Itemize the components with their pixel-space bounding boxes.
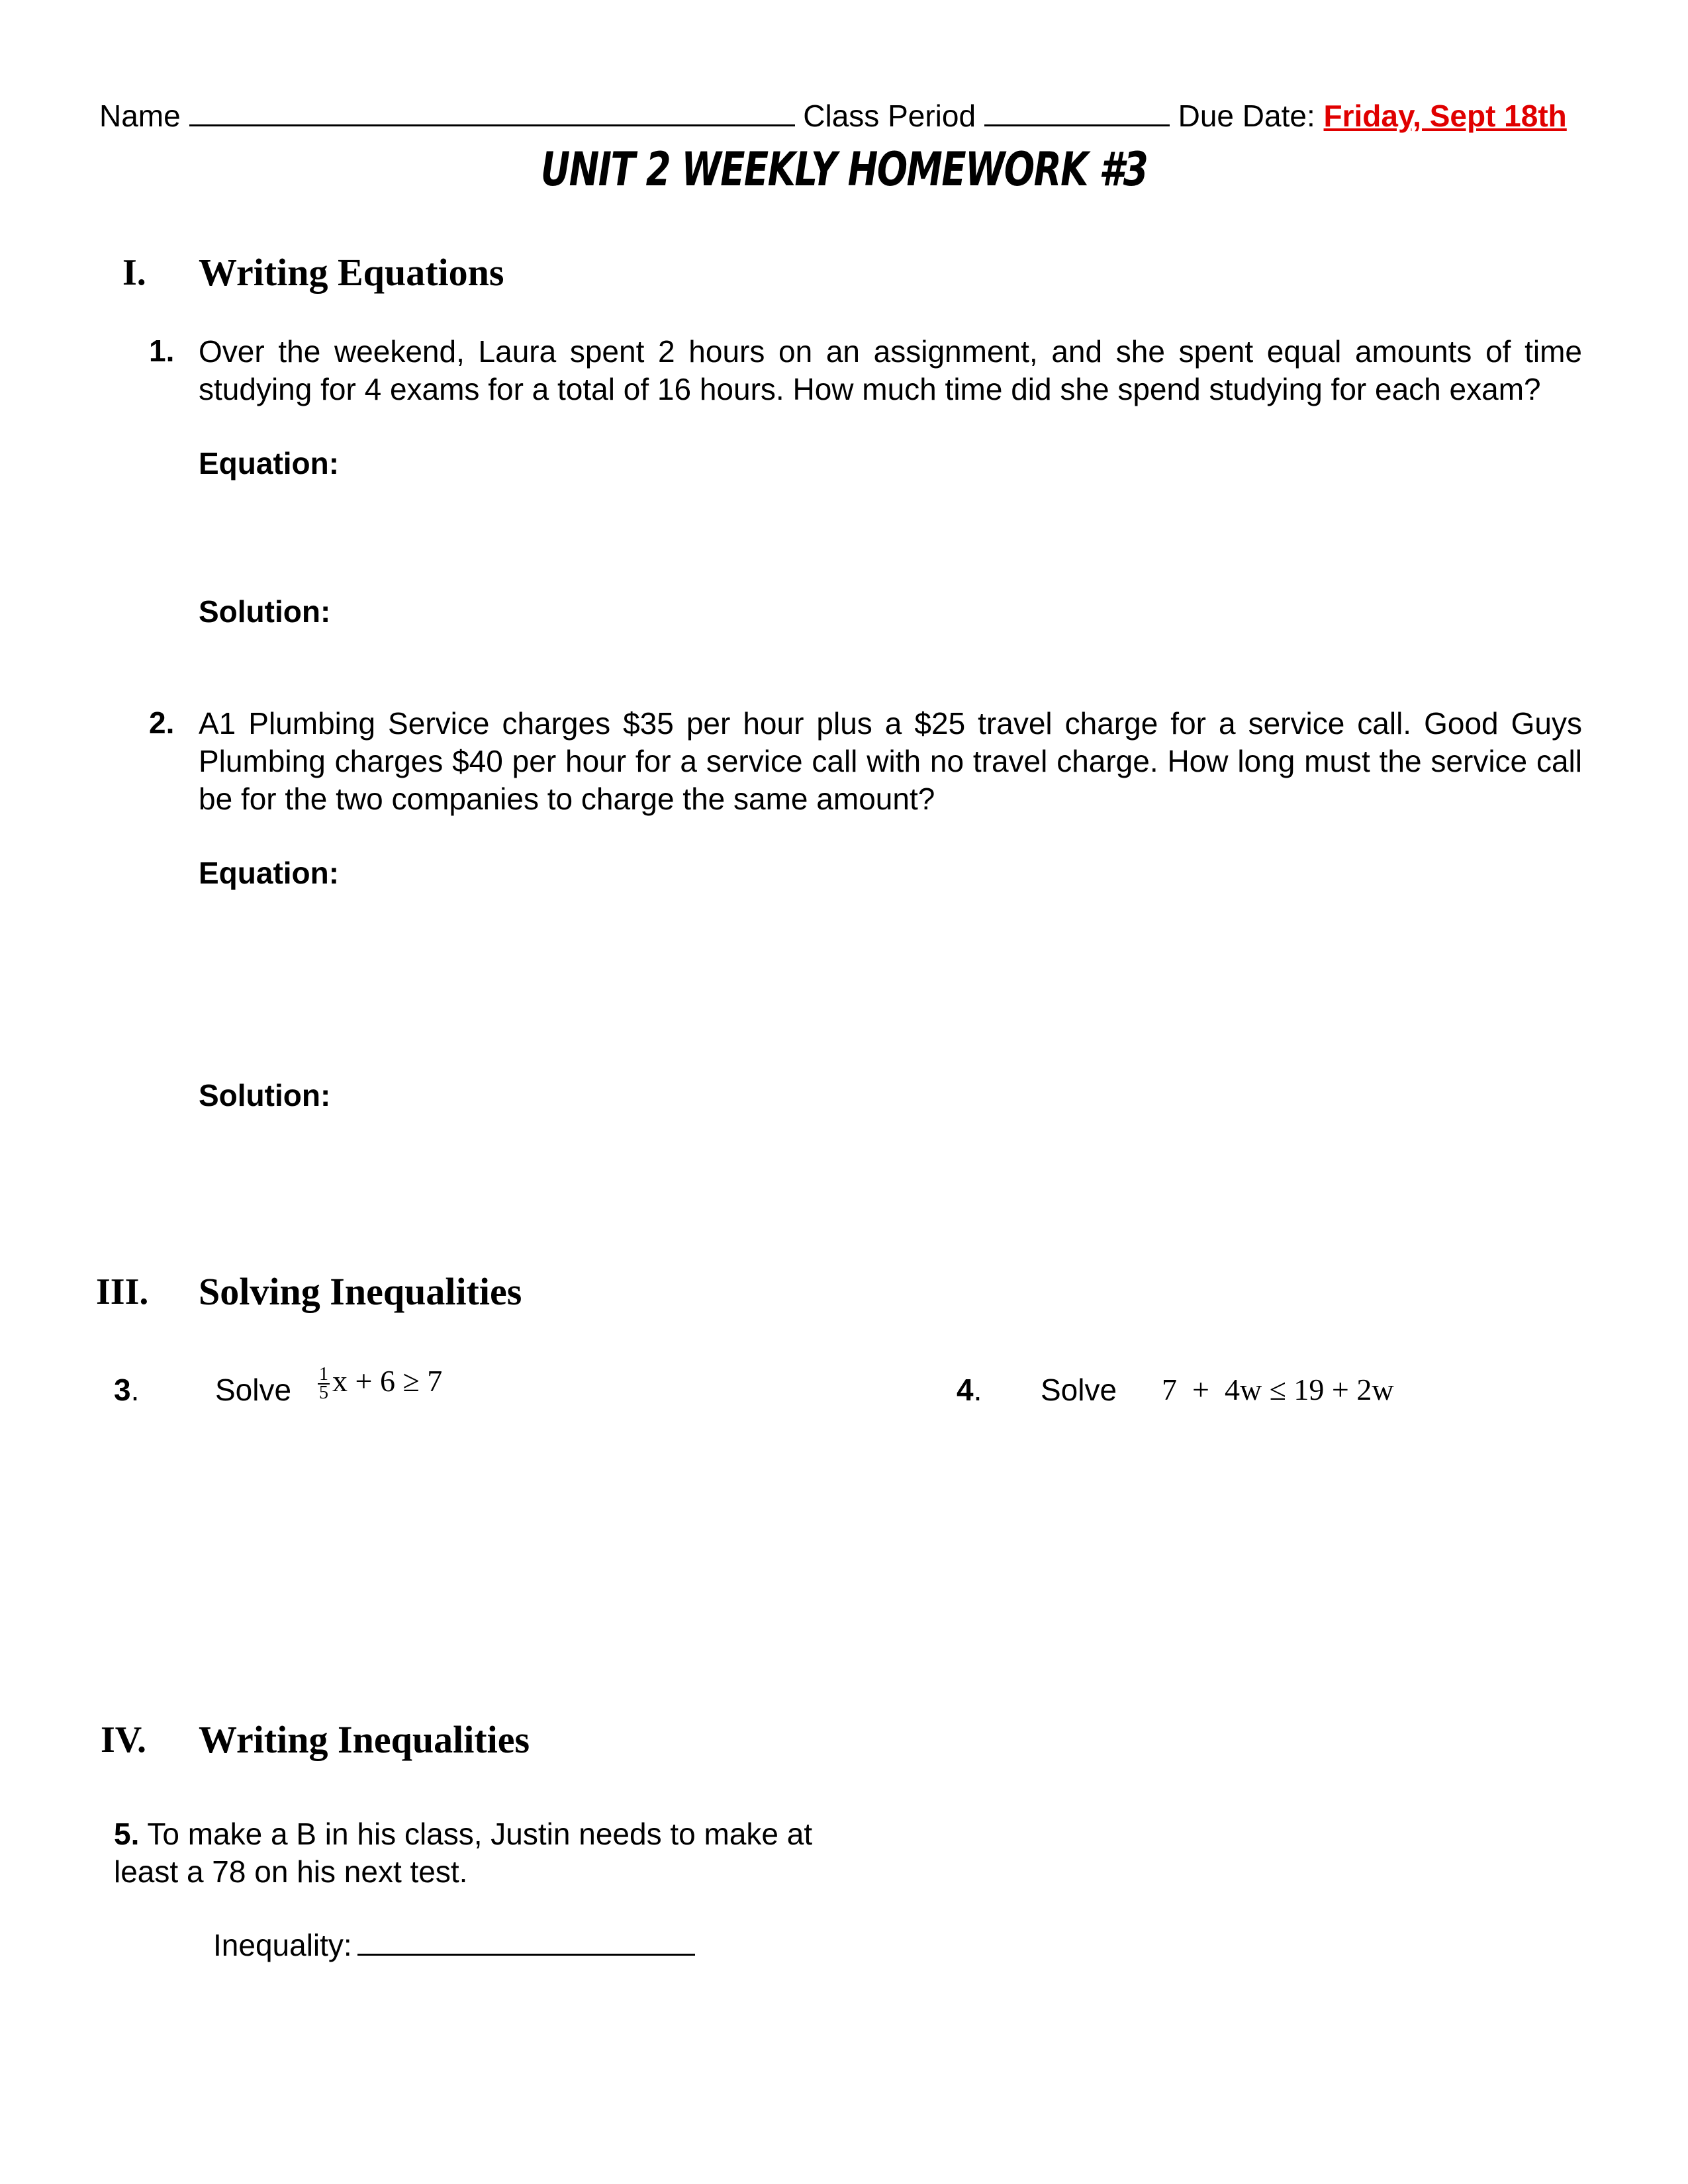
page-title: UNIT 2 WEEKLY HOMEWORK #3 xyxy=(540,142,1148,197)
question-2-solution-label: Solution: xyxy=(199,1078,331,1113)
section-3-title: Solving Inequalities xyxy=(199,1270,522,1313)
question-5-text-block xyxy=(114,1815,812,1891)
name-blank[interactable] xyxy=(189,99,795,126)
fraction-denominator: 5 xyxy=(319,1383,328,1404)
section-1-title: Writing Equations xyxy=(199,251,504,294)
question-5-inequality-label: Inequality: xyxy=(213,1928,352,1962)
question-1-solution-label: Solution: xyxy=(199,594,331,629)
question-1-equation-label: Equation: xyxy=(199,446,340,480)
question-3-expression xyxy=(318,1363,442,1402)
question-1-text: Over the weekend, Laura spent 2 hours on an assignment, and she spent equal amounts of time studying for 4 exams for a total of 16 hours. How much time did she spend studying for each exam? xyxy=(199,334,1582,406)
question-3-number-suffix: . xyxy=(130,1373,140,1407)
class-period-blank[interactable] xyxy=(984,99,1170,126)
section-4-title: Writing Inequalities xyxy=(199,1718,530,1761)
question-3-solve-label: Solve xyxy=(215,1373,292,1407)
question-5-text-line2: least a 78 on his next test. xyxy=(114,1854,468,1889)
question-4-expression: 7 + 4w ≤ 19 + 2w xyxy=(1162,1373,1394,1406)
question-1-number: 1. xyxy=(149,334,175,368)
question-5-text-line1: To make a B in his class, Justin needs to make at xyxy=(147,1817,813,1851)
name-label: Name xyxy=(99,99,181,133)
section-4-numeral: IV. xyxy=(101,1719,147,1760)
question-3-number xyxy=(114,1372,139,1408)
question-5-number: 5. xyxy=(114,1817,140,1851)
question-3-inequality: x + 6 ≥ 7 xyxy=(332,1364,443,1398)
question-3-number-digit: 3 xyxy=(114,1373,131,1407)
due-date-label: Due Date: xyxy=(1178,99,1315,133)
question-4-solve-label: Solve xyxy=(1041,1373,1117,1407)
question-5-inequality-blank[interactable] xyxy=(357,1930,695,1956)
question-2-text: A1 Plumbing Service charges $35 per hour plus a $25 travel charge for a service call. Good Guys Plumbing charges $40 per hour for a service call with no travel charge. How long must the service call be for the two companies to charge the same amount? xyxy=(199,706,1582,816)
section-3-numeral: III. xyxy=(96,1271,149,1312)
question-2-equation-label: Equation: xyxy=(199,856,340,890)
question-4-number-digit: 4 xyxy=(957,1373,974,1407)
section-1-numeral: I. xyxy=(122,252,146,293)
question-3-fraction xyxy=(318,1366,330,1402)
question-2-number: 2. xyxy=(149,705,175,740)
fraction-numerator: 1 xyxy=(319,1364,328,1385)
question-5-inequality-row xyxy=(213,1927,695,1963)
header-line xyxy=(99,98,1567,134)
question-4-number xyxy=(957,1372,982,1408)
question-5-line-1 xyxy=(114,1815,812,1853)
question-4-number-suffix: . xyxy=(973,1373,982,1407)
due-date-value: Friday, Sept 18th xyxy=(1323,99,1567,133)
class-period-label: Class Period xyxy=(803,99,976,133)
